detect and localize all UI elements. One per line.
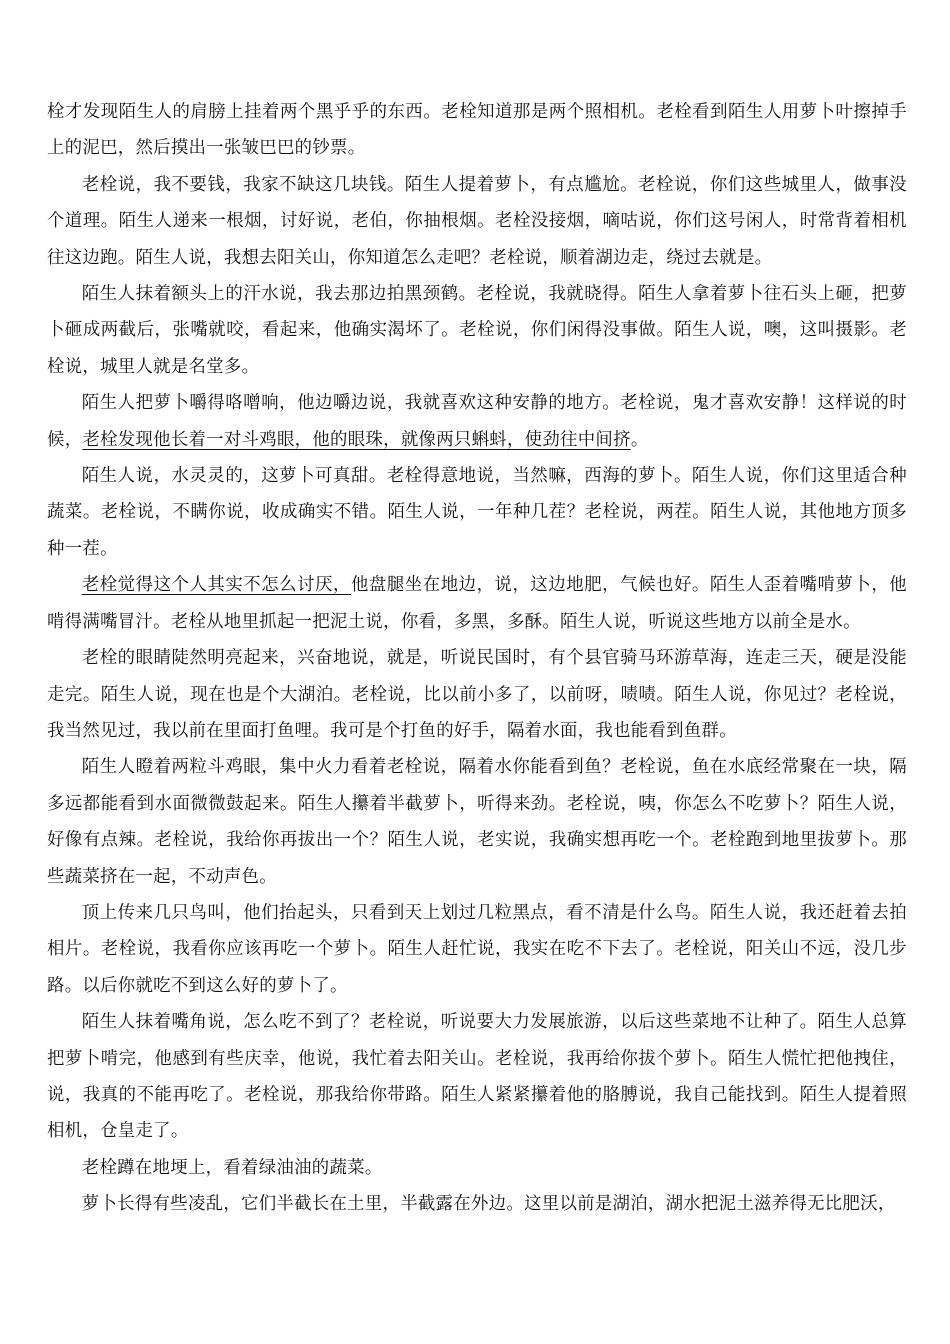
paragraph-12 xyxy=(47,1186,907,1222)
paragraph-text: 栓才发现陌生人的肩膀上挂着两个黑乎乎的东西。老栓知道那是两个照相机。老栓看到陌生人用萝卜叶擦掉手上的泥巴，然后摸出一张皱巴巴的钞票。 xyxy=(47,102,907,159)
paragraph-text: 萝卜长得有些凌乱，它们半截长在土里，半截露在外边。这里以前是湖泊，湖水把泥土滋养得无比肥沃， xyxy=(81,1194,896,1215)
document-page xyxy=(47,94,907,1223)
paragraph-text: 顶上传来几只鸟叫，他们抬起头，只看到天上划过几粒黑点，看不清是什么鸟。陌生人说，我还赶着去拍相片。老栓说，我看你应该再吃一个萝卜。陌生人赶忙说，我实在吃不下去了。老栓说，阳关山不远，没几步路。以后你就吃不到这么好的萝卜了。 xyxy=(47,902,907,996)
underlined-sentence: 老栓发现他长着一对斗鸡眼，他的眼珠，就像两只蝌蚪，使劲往中间挤 xyxy=(82,429,631,450)
paragraph-5 xyxy=(47,458,907,567)
paragraph-10 xyxy=(47,1004,907,1150)
paragraph-11 xyxy=(47,1150,907,1186)
paragraph-text: 陌生人抹着嘴角说，怎么吃不到了？老栓说，听说要大力发展旅游，以后这些菜地不让种了。陌生人总算把萝卜啃完，他感到有些庆幸，他说，我忙着去阳关山。老栓说，我再给你拔个萝卜。陌生人慌忙把他拽住，说，我真的不能再吃了。老栓说，那我给你带路。陌生人紧紧攥着他的胳膊说，我自己能找到。陌生人提着照相机，仓皇走了。 xyxy=(47,1012,907,1142)
paragraph-text: 他盘腿坐在地边，说，这边地肥，气候也好。陌生人歪着嘴啃萝卜，他啃得满嘴冒汁。老栓从地里抓起一把泥土说，你看，多黑，多酥。陌生人说，听说这些地方以前全是水。 xyxy=(47,575,907,632)
paragraph-7 xyxy=(47,640,907,749)
paragraph-text: 老栓的眼睛陡然明亮起来，兴奋地说，就是，听说民国时，有个县官骑马环游草海，连走三天，硬是没能走完。陌生人说，现在也是个大湖泊。老栓说，比以前小多了，以前呀，啧啧。陌生人说，你见过？老栓说，我当然见过，我以前在里面打鱼哩。我可是个打鱼的好手，隔着水面，我也能看到鱼群。 xyxy=(47,648,907,741)
paragraph-1 xyxy=(47,94,907,167)
paragraph-text: 陌生人抹着额头上的汗水说，我去那边拍黑颈鹤。老栓说，我就晓得。陌生人拿着萝卜往石头上砸，把萝卜砸成两截后，张嘴就咬，看起来，他确实渴坏了。老栓说，你们闲得没事做。陌生人说，噢，这叫摄影。老栓说，城里人就是名堂多。 xyxy=(47,284,907,377)
paragraph-text: 老栓蹲在地埂上，看着绿油油的蔬菜。 xyxy=(81,1157,383,1178)
paragraph-text: 陌生人瞪着两粒斗鸡眼，集中火力看着老栓说，隔着水你能看到鱼？老栓说，鱼在水底经常聚在一块，隔多远都能看到水面微微鼓起来。陌生人攥着半截萝卜，听得来劲。老栓说，咦，你怎么不吃萝卜？陌生人说，好像有点辣。老栓说，我给你再拔出一个？陌生人说，老实说，我确实想再吃一个。老栓跑到地里拔萝卜。那些蔬菜挤在一起，不动声色。 xyxy=(47,757,907,887)
paragraph-text: 陌生人把萝卜嚼得咯噌响，他边嚼边说，我就喜欢这种安静的地方。老栓说，鬼才喜欢安静！这样说的时候， xyxy=(47,393,907,450)
paragraph-2 xyxy=(47,167,907,276)
paragraph-text: 陌生人说，水灵灵的，这萝卜可真甜。老栓得意地说，当然嘛，西海的萝卜。陌生人说，你们这里适合种蔬菜。老栓说，不瞒你说，收成确实不错。陌生人说，一年种几茬？老栓说，两茬。陌生人说，其他地方顶多种一茬。 xyxy=(47,466,907,559)
paragraph-3 xyxy=(47,276,907,385)
paragraph-6 xyxy=(47,567,907,640)
paragraph-text: 。 xyxy=(630,429,649,450)
underlined-sentence: 老栓觉得这个人其实不怎么讨厌， xyxy=(81,575,351,596)
paragraph-8 xyxy=(47,749,907,895)
paragraph-text: 老栓说，我不要钱，我家不缺这几块钱。陌生人提着萝卜，有点尴尬。老栓说，你们这些城里人，做事没个道理。陌生人递来一根烟，讨好说，老伯，你抽根烟。老栓没接烟，嘀咕说，你们这号闲人，时常背着相机往这边跑。陌生人说，我想去阳关山，你知道怎么走吧？老栓说，顺着湖边走，绕过去就是。 xyxy=(47,174,907,268)
paragraph-4 xyxy=(47,385,907,458)
paragraph-9 xyxy=(47,895,907,1004)
